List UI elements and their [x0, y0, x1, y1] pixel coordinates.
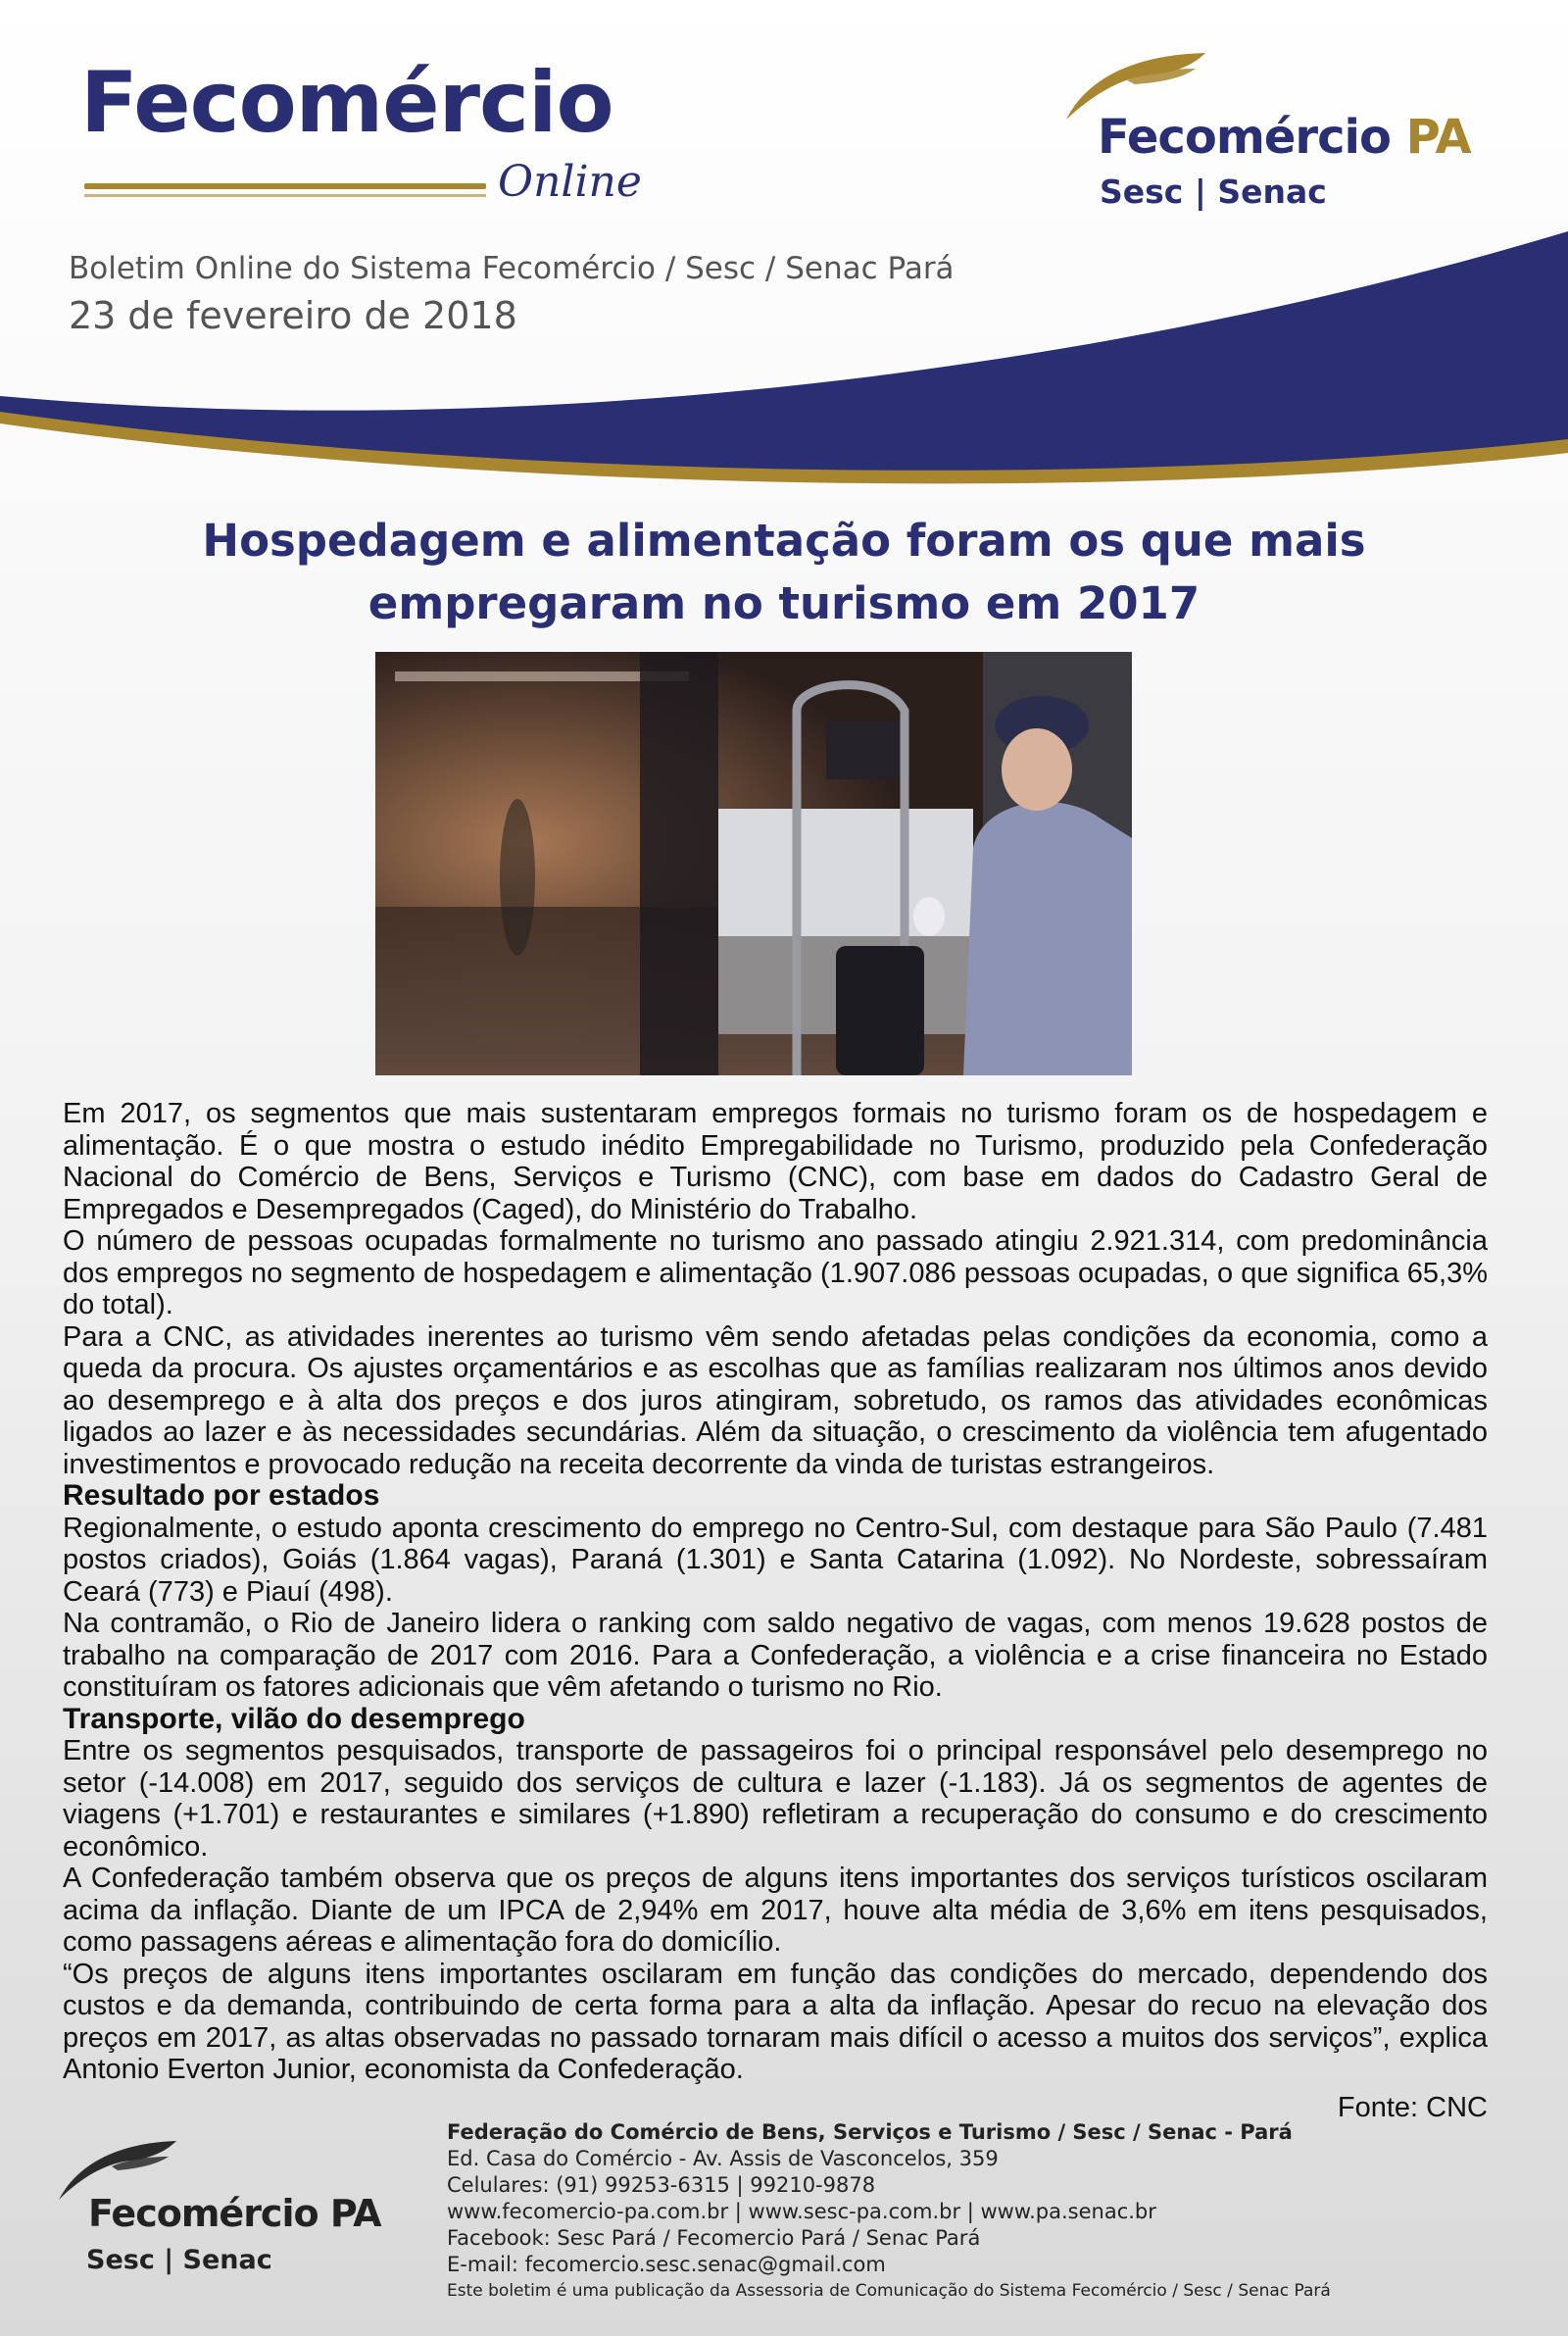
section-heading-transport: Transporte, vilão do desemprego: [63, 1702, 525, 1735]
article-quote: “Os preços de alguns itens importantes oscilaram em função das condições do mercado, dependendo dos custos e da demanda, contribuindo de certa forma para a alta da inflação. Apesar do recuo na elevação dos preços em 2017, as altas observadas no passado tornaram mais difícil o acesso a muitos dos serviços”, explica Antonio Everton Junior, economista da Confederação.: [63, 1958, 1488, 2085]
fecomercio-pa-logo: [1058, 47, 1509, 214]
article-body: [63, 1098, 1488, 2123]
bulletin-date: 23 de fevereiro de 2018: [69, 294, 517, 337]
bulletin-tagline: Boletim Online do Sistema Fecomércio / Sesc / Senac Pará: [69, 251, 955, 286]
footer-organization: Federação do Comércio de Bens, Serviços e Turismo / Sesc / Senac - Pará: [447, 2120, 1293, 2144]
article-paragraph: O número de pessoas ocupadas formalmente no turismo ano passado atingiu 2.921.314, com predominância dos empregos no segmento de hospedagem e alimentação (1.907.086 pessoas ocupadas, o que significa 65,3% do total).: [63, 1225, 1488, 1320]
brand-sub: Sesc | Senac: [1100, 173, 1327, 211]
footer-phones: Celulares: (91) 99253-6315 | 99210-9878: [447, 2173, 876, 2197]
footer-note: Este boletim é uma publicação da Assessoria de Comunicação do Sistema Fecomércio / Sesc / Senac Pará: [447, 2281, 1331, 2301]
article-headline: Hospedagem e alimentação foram os que mais empregaram no turismo em 2017: [202, 515, 1366, 629]
bulletin-logo-subtitle: Online: [498, 157, 642, 207]
footer-address: Ed. Casa do Comércio - Av. Assis de Vasconcelos, 359: [447, 2147, 999, 2170]
article-paragraph: Em 2017, os segmentos que mais sustentaram empregos formais no turismo foram os de hospedagem e alimentação. É o que mostra o estudo inédito Empregabilidade no Turismo, produzido pela Confederação Nacional do Comércio de Bens, Serviços e Turismo (CNC), com base em dados do Cadastro Geral de Empregados e Desempregados (Caged), do Ministério do Trabalho.: [63, 1098, 1488, 1225]
footer-websites[interactable]: www.fecomercio-pa.com.br | www.sesc-pa.com.br | www.pa.senac.br: [447, 2200, 1156, 2223]
footer-brand-name: Fecomércio PA: [88, 2192, 381, 2235]
brand-name: [1098, 110, 1471, 165]
footer-facebook: Facebook: Sesc Pará / Fecomercio Pará / Senac Pará: [447, 2226, 981, 2250]
bulletin-logo-title: Fecomércio: [80, 54, 613, 152]
footer-brand-sub: Sesc | Senac: [86, 2245, 272, 2275]
article-paragraph: Na contramão, o Rio de Janeiro lidera o ranking com saldo negativo de vagas, com menos 19.628 postos de trabalho na comparação de 2017 com 2016. Para a Confederação, a violência e a crise financeira no Estado constituíram os fatores adicionais que vêm afetando o turismo no Rio.: [63, 1608, 1488, 1703]
footer-contact-info: [447, 2119, 1535, 2305]
footer-email[interactable]: E-mail: fecomercio.sesc.senac@gmail.com: [447, 2253, 886, 2276]
section-heading-states: Resultado por estados: [63, 1479, 380, 1512]
article-paragraph: Para a CNC, as atividades inerentes ao turismo vêm sendo afetadas pelas condições da economia, como a queda da procura. Os ajustes orçamentários e as escolhas que as famílias realizaram nos últimos anos devido ao desemprego e à alta dos preços e dos juros atingiram, sobretudo, os ramos das atividades econômicas ligados ao lazer e às necessidades secundárias. Além da situação, o crescimento da violência tem afugentado investimentos e provocado redução na receita decorrente da vinda de turistas estrangeiros.: [63, 1320, 1488, 1480]
brand-name-main: Fecomércio: [1098, 110, 1391, 165]
hotel-lobby-photo: [375, 652, 1132, 1075]
article-paragraph: Regionalmente, o estudo aponta crescimento do emprego no Centro-Sul, com destaque para São Paulo (7.481 postos criados), Goiás (1.864 vagas), Paraná (1.301) e Santa Catarina (1.092). No Nordeste, sobressaíram Ceará (773) e Piauí (498).: [63, 1512, 1488, 1608]
article-paragraph: Entre os segmentos pesquisados, transporte de passageiros foi o principal responsável pelo desemprego no setor (-14.008) em 2017, seguido dos serviços de cultura e lazer (-1.183). Já os segmentos de agentes de viagens (+1.701) e restaurantes e similares (+1.890) refletiram a recuperação do consumo e do crescimento econômico.: [63, 1735, 1488, 1863]
logo-underline-thin: [84, 194, 486, 197]
brand-name-suffix: PA: [1405, 110, 1471, 165]
article-paragraph: A Confederação também observa que os preços de alguns itens importantes dos serviços turísticos oscilaram acima da inflação. Diante de um IPCA de 2,94% em 2017, houve alta média de 3,6% em itens pesquisados, como passagens aéreas e alimentação fora do domicílio.: [63, 1863, 1488, 1958]
article-source: Fonte: CNC: [1337, 2091, 1488, 2123]
header: [0, 0, 1568, 510]
hotel-bellhop-image: [375, 652, 1132, 1075]
footer-logo: [49, 2137, 421, 2284]
logo-underline: [84, 183, 486, 189]
